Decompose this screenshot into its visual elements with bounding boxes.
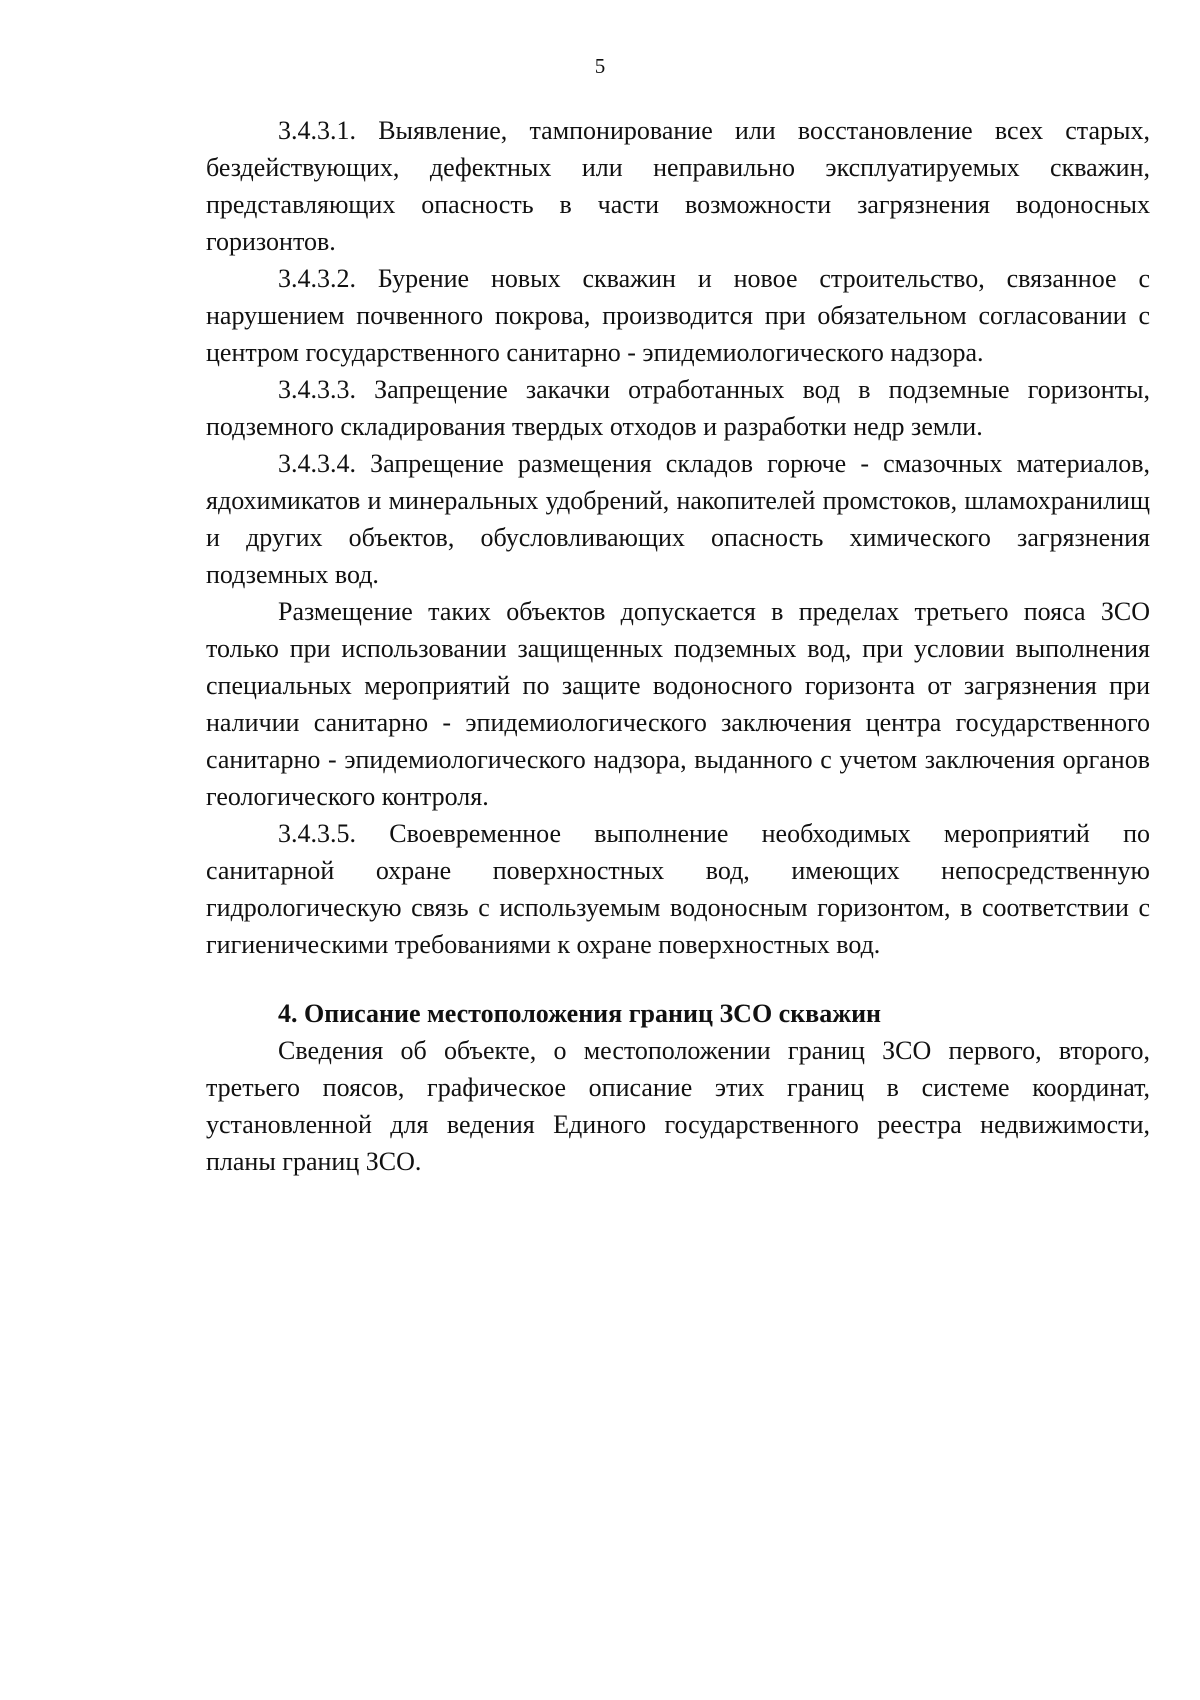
section-4-paragraph: Сведения об объекте, о местоположении границ ЗСО первого, второго, третьего поясов, графическое описание этих границ в системе координат, установленной для ведения Единого государственного реестра недвижимости, планы границ ЗСО.	[206, 1036, 1150, 1176]
document-body	[206, 112, 1150, 1180]
page-number: 5	[594, 54, 606, 78]
paragraph-3-4-3-4: 3.4.3.4. Запрещение размещения складов горюче - смазочных материалов, ядохимикатов и минеральных удобрений, накопителей промстоков, шламохранилищ и других объектов, обусловливающих опасность химического загрязнения подземных вод.	[206, 449, 1150, 589]
paragraph-3-4-3-3: 3.4.3.3. Запрещение закачки отработанных вод в подземные горизонты, подземного складирования твердых отходов и разработки недр земли.	[206, 375, 1150, 441]
paragraph-3-4-3-2: 3.4.3.2. Бурение новых скважин и новое строительство, связанное с нарушением почвенного покрова, производится при обязательном согласовании с центром государственного санитарно - эпидемиологического надзора.	[206, 264, 1150, 367]
paragraph-placement-conditions: Размещение таких объектов допускается в пределах третьего пояса ЗСО только при использовании защищенных подземных вод, при условии выполнения специальных мероприятий по защите водоносного горизонта от загрязнения при наличии санитарно - эпидемиологического заключения центра государственного санитарно - эпидемиологического надзора, выданного с учетом заключения органов геологического контроля.	[206, 597, 1150, 811]
paragraph-3-4-3-1: 3.4.3.1. Выявление, тампонирование или восстановление всех старых, бездействующих, дефектных или неправильно эксплуатируемых скважин, представляющих опасность в части возможности загрязнения водоносных горизонтов.	[206, 116, 1150, 256]
section-4-heading: 4. Описание местоположения границ ЗСО скважин	[278, 999, 882, 1028]
paragraph-3-4-3-5: 3.4.3.5. Своевременное выполнение необходимых мероприятий по санитарной охране поверхностных вод, имеющих непосредственную гидрологическую связь с используемым водоносным горизонтом, в соответствии с гигиеническими требованиями к охране поверхностных вод.	[206, 819, 1150, 959]
